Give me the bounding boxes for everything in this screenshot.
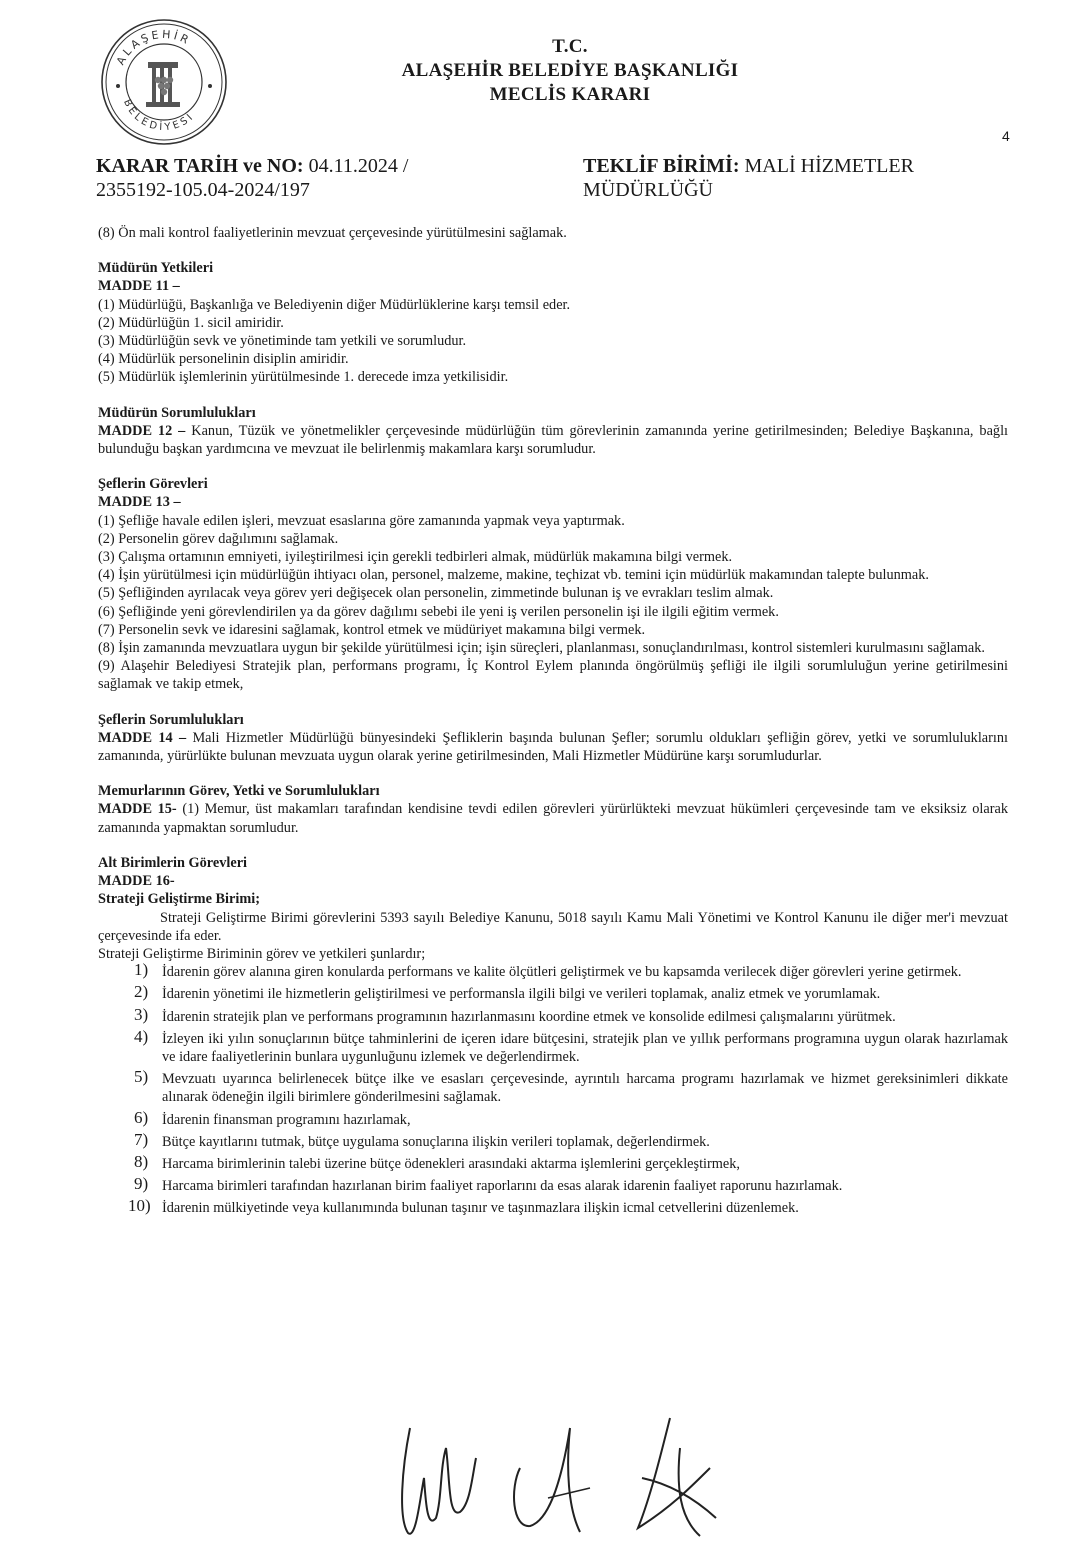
page-number: 4 [1002,128,1010,144]
article-body: (1) Memur, üst makamları tarafından kendisine tevdi edilen görevleri yürürlükteki mevzuat hükümleri çerçevesinde tam ve eksiksiz olarak zamanında yapmaktan sorumludur. [98,801,1009,836]
document-body [98,224,1008,1222]
article-body: Kanun, Tüzük ve yönetmelikler çerçevesinde müdürlüğün tüm görevlerinin zamanında yerine getirilmesinden; Belediye Başkanına, bağlı bulunduğu başkan yardımcına ve mevzuat ile belirlenmiş makamlara karşı sorumludur. [98,422,1009,458]
decision-number: 2355192-105.04-2024/197 [96,179,310,201]
section-title: Memurlarının Görev, Yetki ve Sorumlulukları [98,783,380,800]
list-item: 8) Harcama birimlerinin talebi üzerine bütçe ödenekleri arasındaki aktarma işlemlerini gerçekleştirmek, [134,1151,740,1172]
list-item: 5) Mevzuatı uyarınca belirlenecek bütçe ilke ve esasları çerçevesinde, ayrıntılı harcama programı hazırlamak ve hizmet gereksinimleri dikkate alınarak ödeneğin ilgili birimlere gönderilmesini sağlamak. [134,1067,1008,1106]
article-paragraph [98,729,1008,765]
proposer-unit-line1: MALİ HİZMETLER [744,155,914,177]
article-number: MADDE 13 – [98,494,181,511]
list-item: 9) Harcama birimleri tarafından hazırlanan birim faaliyet raporlarını da esas alarak idarenin faaliyet raporunu hazırlamak. [134,1174,843,1195]
list-item: (4) İşin yürütülmesi için müdürlüğün ihtiyacı olan, personel, malzeme, makine, teçhizat vb. temini için müdürlük makamından talepte bulunmak. [98,567,929,584]
list-item: 10) İdarenin mülkiyetinde veya kullanımında bulunan taşınır ve taşınmazlara ilişkin icmal cetvellerini düzenlemek. [128,1196,799,1217]
list-item: (2) Müdürlüğün 1. sicil amiridir. [98,314,284,331]
unit-paragraph: Strateji Geliştirme Biriminin görev ve yetkileri şunlardır; [98,945,426,962]
decision-info [96,154,408,202]
article-number: MADDE 12 – [98,422,186,439]
article-number: MADDE 16- [98,873,175,890]
decision-date: 04.11.2024 / [308,155,409,177]
list-item: (3) Çalışma ortamının emniyeti, iyileştirilmesi için gerekli tedbirleri almak, müdürlük makamına bilgi vermek. [98,549,733,566]
header-decision-type: MECLİS KARARI [489,84,651,105]
list-item: (5) Şefliğinden ayrılacak veya görev yeri değişecek olan personelin, zimmetinde bulunan iş ve evrakları teslim almak. [98,585,774,602]
list-item: 6) İdarenin finansman programını hazırlamak, [134,1107,411,1128]
decision-label: KARAR TARİH ve NO: [96,155,304,177]
duties-list [98,960,1008,1217]
list-item: (5) Müdürlük işlemlerinin yürütülmesinde 1. derecede imza yetkilisidir. [98,369,509,386]
svg-text:ALAŞEHİR: ALAŞEHİR [114,27,194,68]
article-number: MADDE 15- [98,801,177,818]
header-institution: ALAŞEHİR BELEDİYE BAŞKANLIĞI [401,60,739,81]
svg-text:BELEDİYESİ: BELEDİYESİ [121,97,198,134]
list-item: 7) Bütçe kayıtlarını tutmak, bütçe uygulama sonuçlarına ilişkin verileri toplamak, değerlendirmek. [134,1129,710,1150]
article-paragraph [98,800,1008,836]
section-title: Alt Birimlerin Görevleri [98,854,248,871]
list-item: 4) İzleyen iki yılın sonuçlarının bütçe tahminlerini de içeren idare bütçesini, stratejik plan ve yıllık performans programına uygun olarak hazırlamak ve idare faaliyetlerinin bunlara uygunluğunu izlemek ve değerlendirmek. [134,1026,1008,1065]
proposer-unit-line2: MÜDÜRLÜĞÜ [583,179,713,201]
municipality-seal-logo [100,18,228,146]
list-item: (1) Müdürlüğü, Başkanlığa ve Belediyenin diğer Müdürlüklerine karşı temsil eder. [98,296,571,313]
section-title: Şeflerin Görevleri [98,476,208,493]
list-item: (7) Personelin sevk ve idaresini sağlamak, kontrol etmek ve müdüriyet makamına bilgi vermek. [98,621,646,638]
unit-title: Strateji Geliştirme Birimi; [98,891,260,908]
proposer-label: TEKLİF BİRİMİ: [583,155,740,177]
list-item: (9) Alaşehir Belediyesi Stratejik plan, performans programı, İç Kontrol Eylem planında öngörülmüş şefliği ile ilgili sorumluluğun yerine getirilmesini sağlamak ve takip etmek, [98,658,1008,693]
article-body: Mali Hizmetler Müdürlüğü bünyesindeki Şefliklerin başında bulunan Şefler; sorumlu oldukları şefliğin görev, yetki ve sorumluluklarını zamanında, yürürlükte bulunan mevzuata uygun olarak yerine getirilmesinden, Mali Hizmetler Müdürüne karşı sorumludurlar. [98,729,1008,765]
article-number: MADDE 11 – [98,278,180,295]
list-item: (8) İşin zamanında mevzuatlara uygun bir şekilde yürütülmesi için; işin süreçleri, planlanması, sonuçlandırılması, kontrol sistemleri kurulmasını sağlamak. [98,640,985,657]
list-item: (6) Şefliğinde yeni görevlendirilen ya da görev dağılımı sebebi ile yeni iş verilen personelin işi ile ilgili eğitim vermek. [98,603,779,620]
list-item: (1) Şefliğe havale edilen işleri, mevzuat esaslarına göre zamanında yapmak veya yaptırmak. [98,512,625,529]
intro-item: (8) Ön mali kontrol faaliyetlerinin mevzuat çerçevesinde yürütülmesini sağlamak. [98,225,567,241]
list-item: 3) İdarenin stratejik plan ve performans programının hazırlanmasını koordine etmek ve konsolide edilmesi çalışmalarını yürütmek. [134,1004,896,1025]
header-tc: T.C. [552,36,588,57]
section-title: Müdürün Sorumlulukları [98,404,256,421]
list-item: 1) İdarenin görev alanına giren konularda performans ve kalite ölçütleri geliştirmek ve bu kapsamda verilecek diğer görevleri yerine getirmek. [134,960,962,981]
unit-paragraph: Strateji Geliştirme Birimi görevlerini 5393 sayılı Belediye Kanunu, 5018 sayılı Kamu Mali Yönetimi ve Kontrol Kanunu ile diğer mer'i mevzuat çerçevesinde ifa eder. [98,909,1008,944]
handwritten-signatures [380,1408,740,1548]
article-number: MADDE 14 – [98,729,187,746]
list-item: (3) Müdürlüğün sevk ve yönetiminde tam yetkili ve sorumludur. [98,333,467,350]
section-title: Müdürün Yetkileri [98,260,214,277]
list-item: (2) Personelin görev dağılımını sağlamak. [98,530,339,547]
article-paragraph [98,422,1008,458]
list-item: (4) Müdürlük personelinin disiplin amiridir. [98,351,349,368]
proposer-info [583,154,1023,202]
list-item: 2) İdarenin yönetimi ile hizmetlerin geliştirilmesi ve performansla ilgili bilgi ve verileri toplamak, analiz etmek ve yorumlamak. [134,982,881,1003]
section-title: Şeflerin Sorumlulukları [98,711,244,728]
